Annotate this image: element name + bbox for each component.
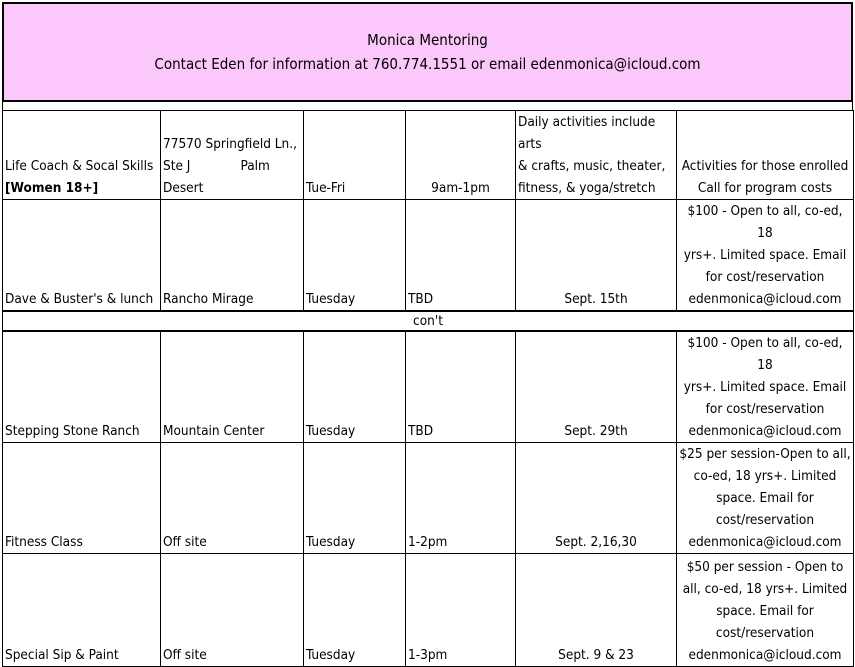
header-contact: Contact Eden for information at 760.774.1551 or email edenmonica@icloud.com — [154, 55, 701, 73]
dates-line: Daily activities include arts — [518, 114, 656, 152]
notes-line: edenmonica@icloud.com — [688, 647, 842, 663]
notes-line: all, co-ed, 18 yrs+. Limited — [682, 581, 848, 597]
time-cell: 9am-1pm — [406, 111, 516, 200]
notes-line: yrs+. Limited space. Email — [683, 379, 847, 395]
time-cell: TBD — [406, 200, 516, 312]
notes-line: Call for program costs — [697, 180, 833, 196]
notes-line: edenmonica@icloud.com — [688, 291, 842, 307]
time-cell: 1-3pm — [406, 554, 516, 667]
notes-line: co-ed, 18 yrs+. Limited — [693, 468, 837, 484]
location-cell: Off site — [161, 443, 304, 554]
dates-cell: Sept. 15th — [516, 200, 677, 312]
location-cell: Mountain Center — [161, 331, 304, 443]
days-cell: Tuesday — [304, 200, 406, 312]
notes-line: for cost/reservation — [705, 401, 825, 417]
notes-line: space. Email for — [716, 603, 814, 619]
location-cell: Off site — [161, 554, 304, 667]
notes-line: cost/reservation — [715, 625, 815, 641]
notes-line: edenmonica@icloud.com — [688, 534, 842, 550]
header-title: Monica Mentoring — [367, 31, 488, 49]
header-gap — [2, 102, 853, 110]
dates-cell: Sept. 29th — [516, 331, 677, 443]
table-row — [3, 554, 854, 667]
table-row — [3, 111, 854, 200]
program-name: Life Coach & Socal Skills — [5, 158, 154, 174]
table-row — [3, 443, 854, 554]
notes-line: edenmonica@icloud.com — [688, 423, 842, 439]
location-cell: Rancho Mirage — [161, 200, 304, 312]
program-name-cell: Dave & Buster's & lunch — [3, 200, 161, 312]
schedule-sheet — [2, 2, 853, 667]
program-name-cell: Special Sip & Paint — [3, 554, 161, 667]
program-name-cell: Fitness Class — [3, 443, 161, 554]
notes-line: $25 per session-Open to all, — [679, 446, 851, 462]
notes-cell — [677, 111, 854, 200]
location-line: Desert — [163, 180, 204, 196]
notes-line: for cost/reservation — [705, 269, 825, 285]
location-cell — [161, 111, 304, 200]
location-line: 77570 Springfield Ln., — [163, 136, 297, 152]
notes-line: $50 per session - Open to — [686, 559, 844, 575]
time-cell: TBD — [406, 331, 516, 443]
notes-line: yrs+. Limited space. Email — [683, 247, 847, 263]
notes-line: $100 - Open to all, co-ed, 18 — [687, 203, 843, 241]
notes-cell — [677, 331, 854, 443]
dates-line: & crafts, music, theater, — [518, 158, 666, 174]
program-name-cell: Stepping Stone Ranch — [3, 331, 161, 443]
table-row — [3, 200, 854, 312]
days-cell: Tue-Fri — [304, 111, 406, 200]
dates-cell: Sept. 9 & 23 — [516, 554, 677, 667]
program-audience: [Women 18+] — [5, 180, 99, 196]
program-name-cell — [3, 111, 161, 200]
days-cell: Tuesday — [304, 554, 406, 667]
location-line: Ste J Palm — [163, 158, 270, 174]
dates-cell: Sept. 2,16,30 — [516, 443, 677, 554]
days-cell: Tuesday — [304, 331, 406, 443]
notes-cell — [677, 554, 854, 667]
continued-label: con't — [3, 311, 854, 331]
dates-line: fitness, & yoga/stretch — [518, 180, 656, 196]
notes-line: cost/reservation — [715, 512, 815, 528]
notes-line: Activities for those enrolled — [681, 158, 849, 174]
header-banner — [2, 2, 853, 102]
time-cell: 1-2pm — [406, 443, 516, 554]
schedule-table — [2, 110, 854, 667]
days-cell: Tuesday — [304, 443, 406, 554]
table-row — [3, 331, 854, 443]
dates-cell — [516, 111, 677, 200]
continued-row — [3, 311, 854, 331]
notes-line: space. Email for — [716, 490, 814, 506]
notes-cell — [677, 200, 854, 312]
notes-cell — [677, 443, 854, 554]
notes-line: $100 - Open to all, co-ed, 18 — [687, 335, 843, 373]
